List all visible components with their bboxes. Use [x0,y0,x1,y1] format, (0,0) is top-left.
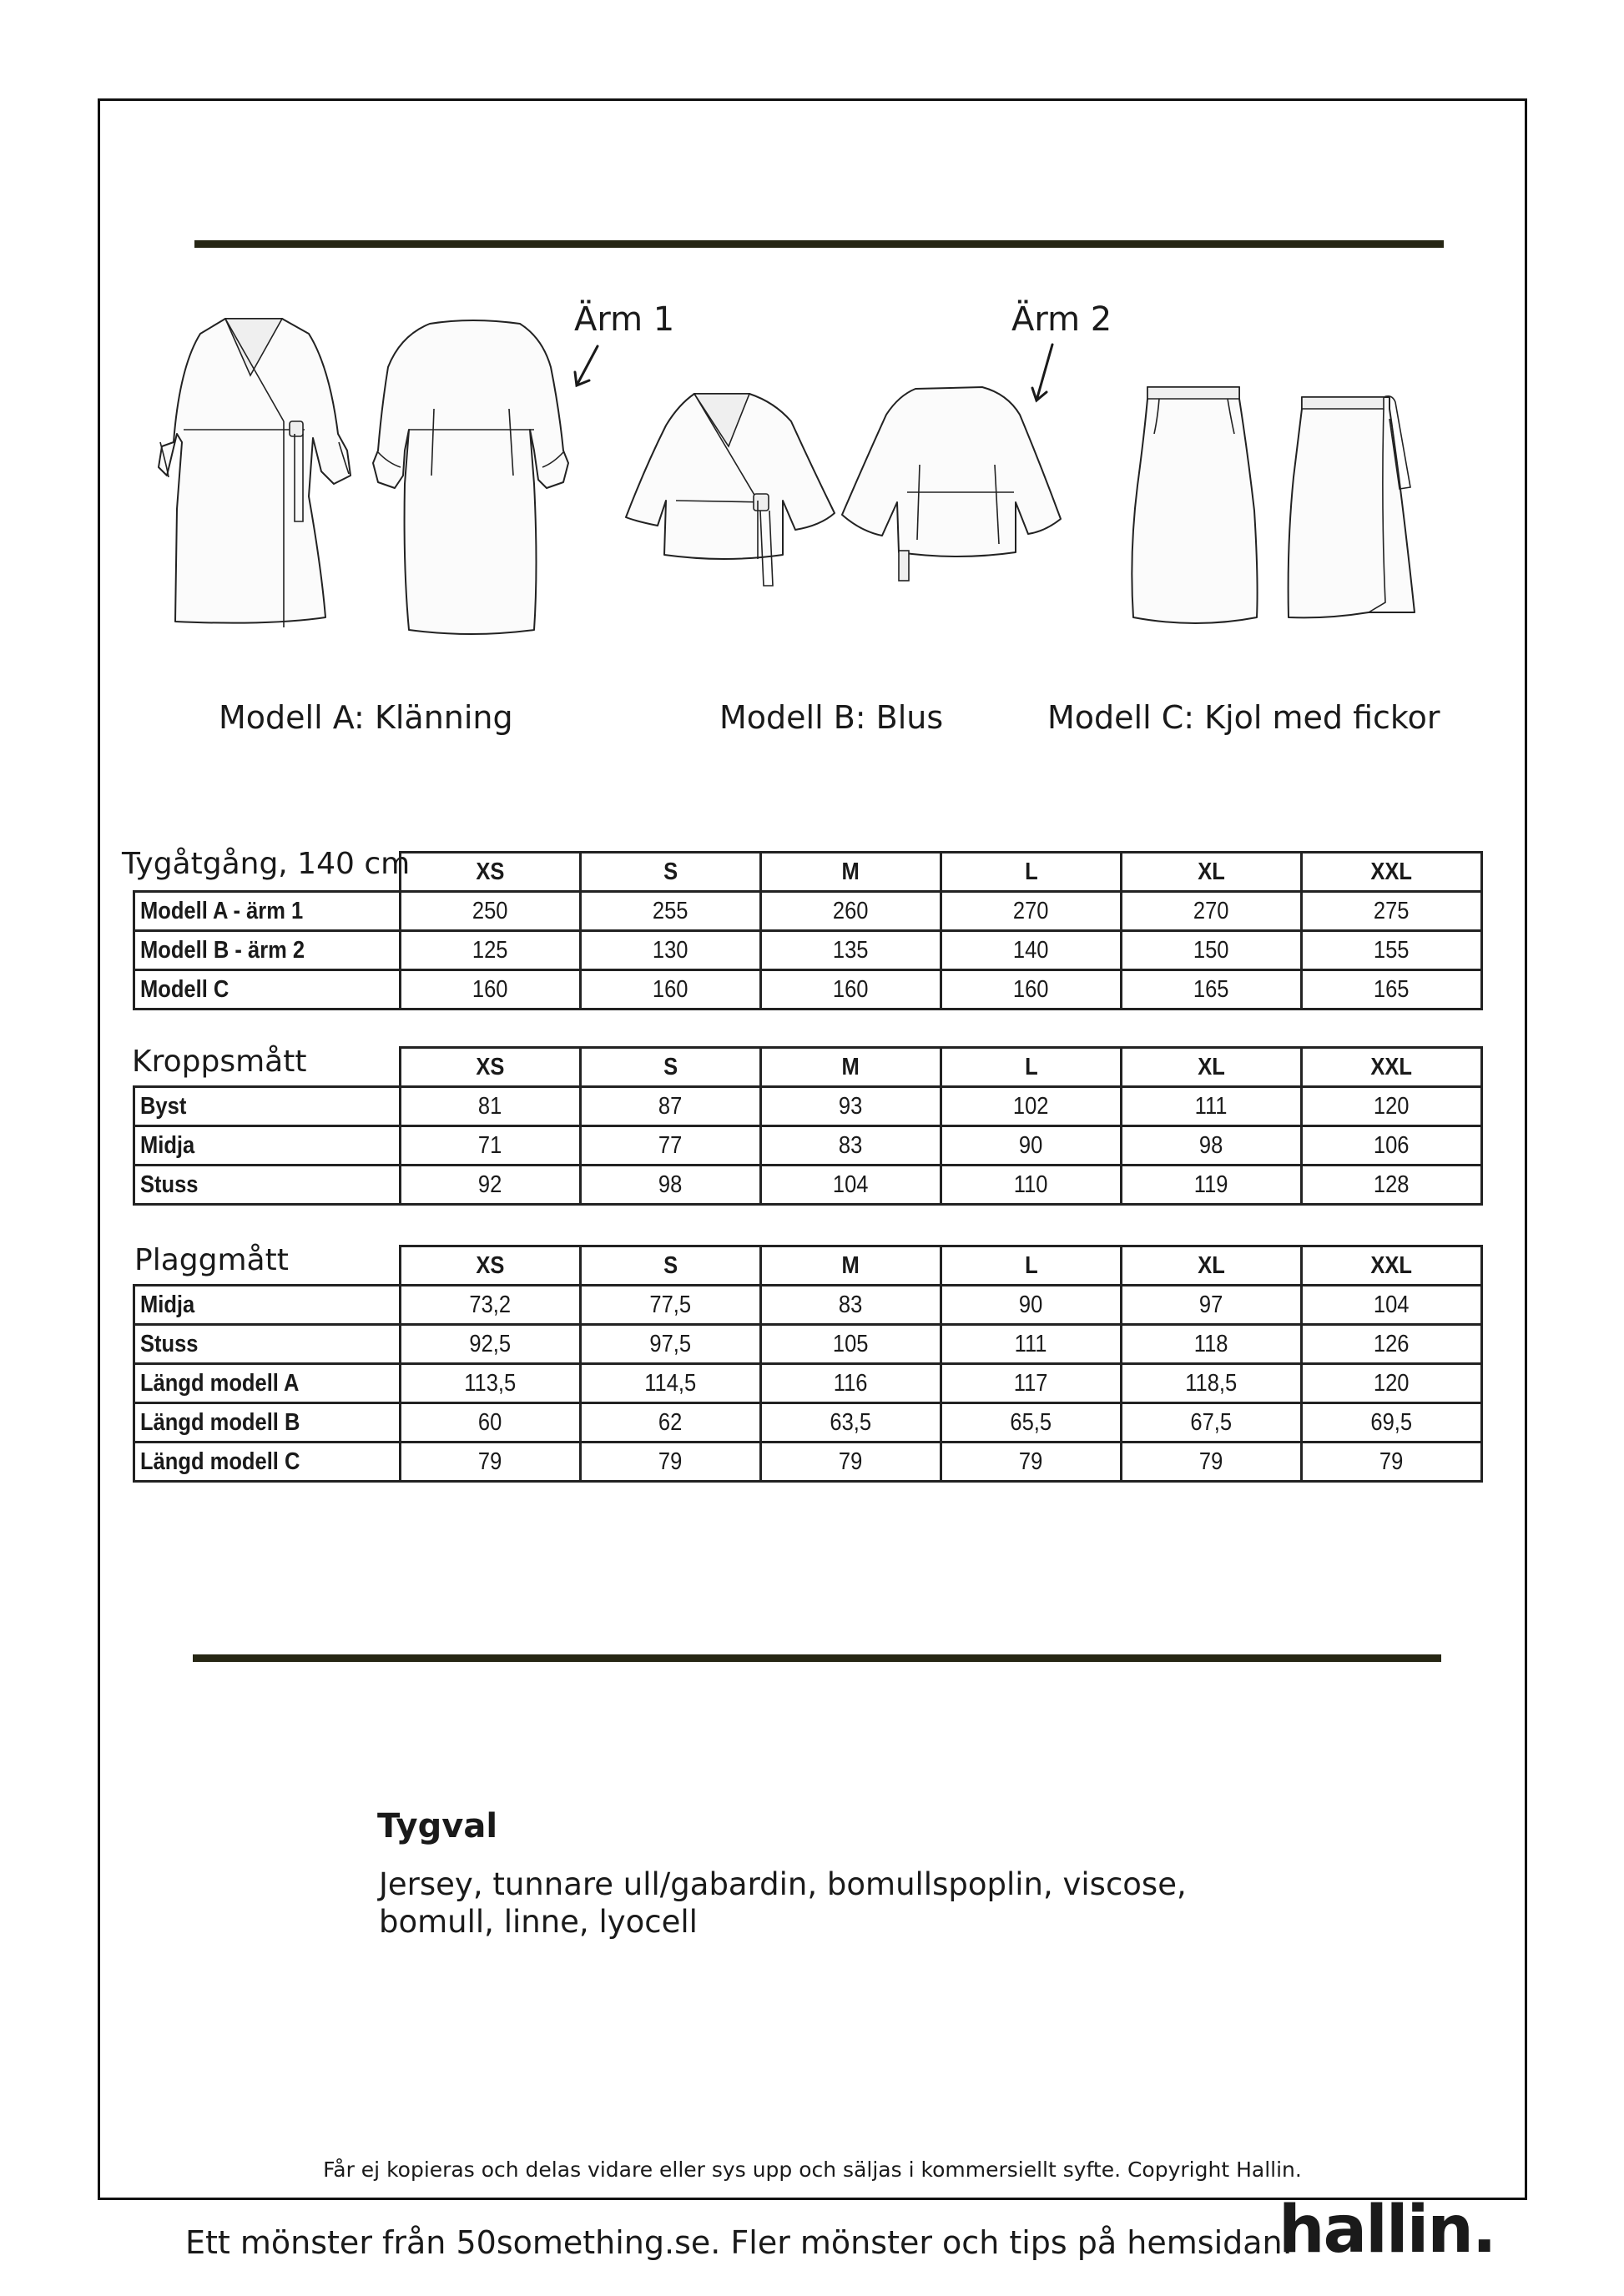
table-row [134,1087,1482,1126]
table-cell: 81 [401,1087,581,1126]
table-cell: 125 [401,931,581,970]
table-corner [134,853,401,892]
wrap-blouse-back-icon [840,385,1062,582]
table-cell: 83 [761,1126,941,1166]
table-cell: 114,5 [581,1364,761,1403]
table-cell: 250 [401,892,581,931]
table-cell: 73,2 [401,1286,581,1325]
table-cell: 90 [941,1126,1122,1166]
table-row [134,1166,1482,1205]
table-row [134,931,1482,970]
table-cell: 105 [761,1325,941,1364]
table-cell: 97,5 [581,1325,761,1364]
table-cell: 165 [1302,970,1482,1010]
table-cell: 119 [1122,1166,1302,1205]
table-cell: 160 [401,970,581,1010]
table-cell: 128 [1302,1166,1482,1205]
table-cell: 120 [1302,1364,1482,1403]
row-label: Stuss [134,1325,401,1364]
table-cell: 104 [761,1166,941,1205]
table-header-row [134,1048,1482,1087]
copyright-notice: Får ej kopieras och delas vidare eller sys upp och säljas i kommersiellt syfte. Copyright Hallin. [323,2158,1302,2182]
column-header: XL [1122,1048,1302,1087]
table-cell: 93 [761,1087,941,1126]
table-cell: 165 [1122,970,1302,1010]
sleeve-2-label: Ärm 2 [1011,300,1112,339]
wrap-blouse-front-icon [624,392,836,589]
hallin-logo: hallin. [1279,2193,1495,2268]
table-cell: 79 [1302,1443,1482,1482]
table-header-row [134,853,1482,892]
sleeve-1-arrow-icon [571,344,604,390]
table-cell: 110 [941,1166,1122,1205]
table-cell: 135 [761,931,941,970]
column-header: M [761,1246,941,1286]
table-row [134,1286,1482,1325]
bottom-divider [193,1654,1441,1662]
column-header: XL [1122,1246,1302,1286]
column-header: XS [401,1246,581,1286]
body-table-title: Kroppsmått [132,1045,307,1079]
table-cell: 92 [401,1166,581,1205]
table-cell: 63,5 [761,1403,941,1443]
table-cell: 62 [581,1403,761,1443]
table-cell: 270 [1122,892,1302,931]
table-cell: 71 [401,1126,581,1166]
column-header: XXL [1302,1048,1482,1087]
table-header-row [134,1246,1482,1286]
column-header: S [581,853,761,892]
column-header: L [941,853,1122,892]
garment-measurements-table [133,1245,1483,1483]
table-cell: 160 [941,970,1122,1010]
table-cell: 79 [941,1443,1122,1482]
table-row [134,1443,1482,1482]
skirt-front-icon [1285,394,1419,623]
table-cell: 150 [1122,931,1302,970]
table-cell: 104 [1302,1286,1482,1325]
row-label: Längd modell A [134,1364,401,1403]
row-label: Byst [134,1087,401,1126]
table-cell: 160 [761,970,941,1010]
table-cell: 120 [1302,1087,1482,1126]
model-c-label: Modell C: Kjol med fickor [1047,699,1440,736]
table-cell: 92,5 [401,1325,581,1364]
wrap-dress-back-icon [371,317,570,636]
row-label: Längd modell C [134,1443,401,1482]
table-cell: 118 [1122,1325,1302,1364]
column-header: XL [1122,853,1302,892]
model-b-label: Modell B: Blus [719,699,944,736]
table-cell: 97 [1122,1286,1302,1325]
table-row [134,1364,1482,1403]
fabric-choice-text [379,1866,1297,1941]
table-row [134,892,1482,931]
table-cell: 98 [581,1166,761,1205]
table-cell: 79 [581,1443,761,1482]
table-cell: 111 [1122,1087,1302,1126]
column-header: M [761,1048,941,1087]
table-cell: 77,5 [581,1286,761,1325]
table-cell: 260 [761,892,941,931]
column-header: S [581,1048,761,1087]
table-cell: 255 [581,892,761,931]
column-header: XS [401,853,581,892]
table-cell: 160 [581,970,761,1010]
table-cell: 77 [581,1126,761,1166]
model-a-label: Modell A: Klänning [219,699,513,736]
row-label: Modell B - ärm 2 [134,931,401,970]
table-cell: 270 [941,892,1122,931]
table-cell: 65,5 [941,1403,1122,1443]
row-label: Modell A - ärm 1 [134,892,401,931]
table-cell: 79 [401,1443,581,1482]
column-header: L [941,1246,1122,1286]
column-header: XXL [1302,853,1482,892]
table-cell: 155 [1302,931,1482,970]
row-label: Längd modell B [134,1403,401,1443]
body-measurements-table [133,1046,1483,1206]
column-header: S [581,1246,761,1286]
table-cell: 113,5 [401,1364,581,1403]
wrap-dress-front-icon [159,317,356,627]
table-cell: 87 [581,1087,761,1126]
table-cell: 67,5 [1122,1403,1302,1443]
column-header: XS [401,1048,581,1087]
table-cell: 126 [1302,1325,1482,1364]
table-cell: 111 [941,1325,1122,1364]
garment-table-title: Plaggmått [134,1243,289,1277]
table-cell: 117 [941,1364,1122,1403]
table-cell: 79 [1122,1443,1302,1482]
fabric-consumption-table [133,851,1483,1010]
table-corner [134,1246,401,1286]
skirt-back-icon [1129,385,1261,626]
table-cell: 130 [581,931,761,970]
sleeve-1-label: Ärm 1 [574,300,675,339]
table-cell: 83 [761,1286,941,1325]
table-cell: 69,5 [1302,1403,1482,1443]
table-cell: 79 [761,1443,941,1482]
table-cell: 140 [941,931,1122,970]
table-row [134,1325,1482,1364]
table-cell: 98 [1122,1126,1302,1166]
fabric-choice-title: Tygval [377,1807,498,1845]
table-cell: 116 [761,1364,941,1403]
row-label: Modell C [134,970,401,1010]
table-cell: 60 [401,1403,581,1443]
row-label: Stuss [134,1166,401,1205]
table-cell: 90 [941,1286,1122,1325]
fabric-table-title: Tygåtgång, 140 cm [122,847,411,881]
column-header: L [941,1048,1122,1087]
row-label: Midja [134,1286,401,1325]
column-header: XXL [1302,1246,1482,1286]
column-header: M [761,853,941,892]
table-row [134,970,1482,1010]
table-cell: 106 [1302,1126,1482,1166]
table-cell: 102 [941,1087,1122,1126]
footer-text: Ett mönster från 50something.se. Fler mönster och tips på hemsidan. [185,2224,1293,2261]
table-row [134,1403,1482,1443]
sleeve-2-arrow-icon [1030,342,1060,404]
table-corner [134,1048,401,1087]
table-cell: 275 [1302,892,1482,931]
top-divider [194,240,1444,248]
fabric-choice-line: bomull, linne, lyocell [379,1904,698,1940]
table-row [134,1126,1482,1166]
table-cell: 118,5 [1122,1364,1302,1403]
fabric-choice-line: Jersey, tunnare ull/gabardin, bomullspoplin, viscose, [379,1866,1187,1902]
row-label: Midja [134,1126,401,1166]
